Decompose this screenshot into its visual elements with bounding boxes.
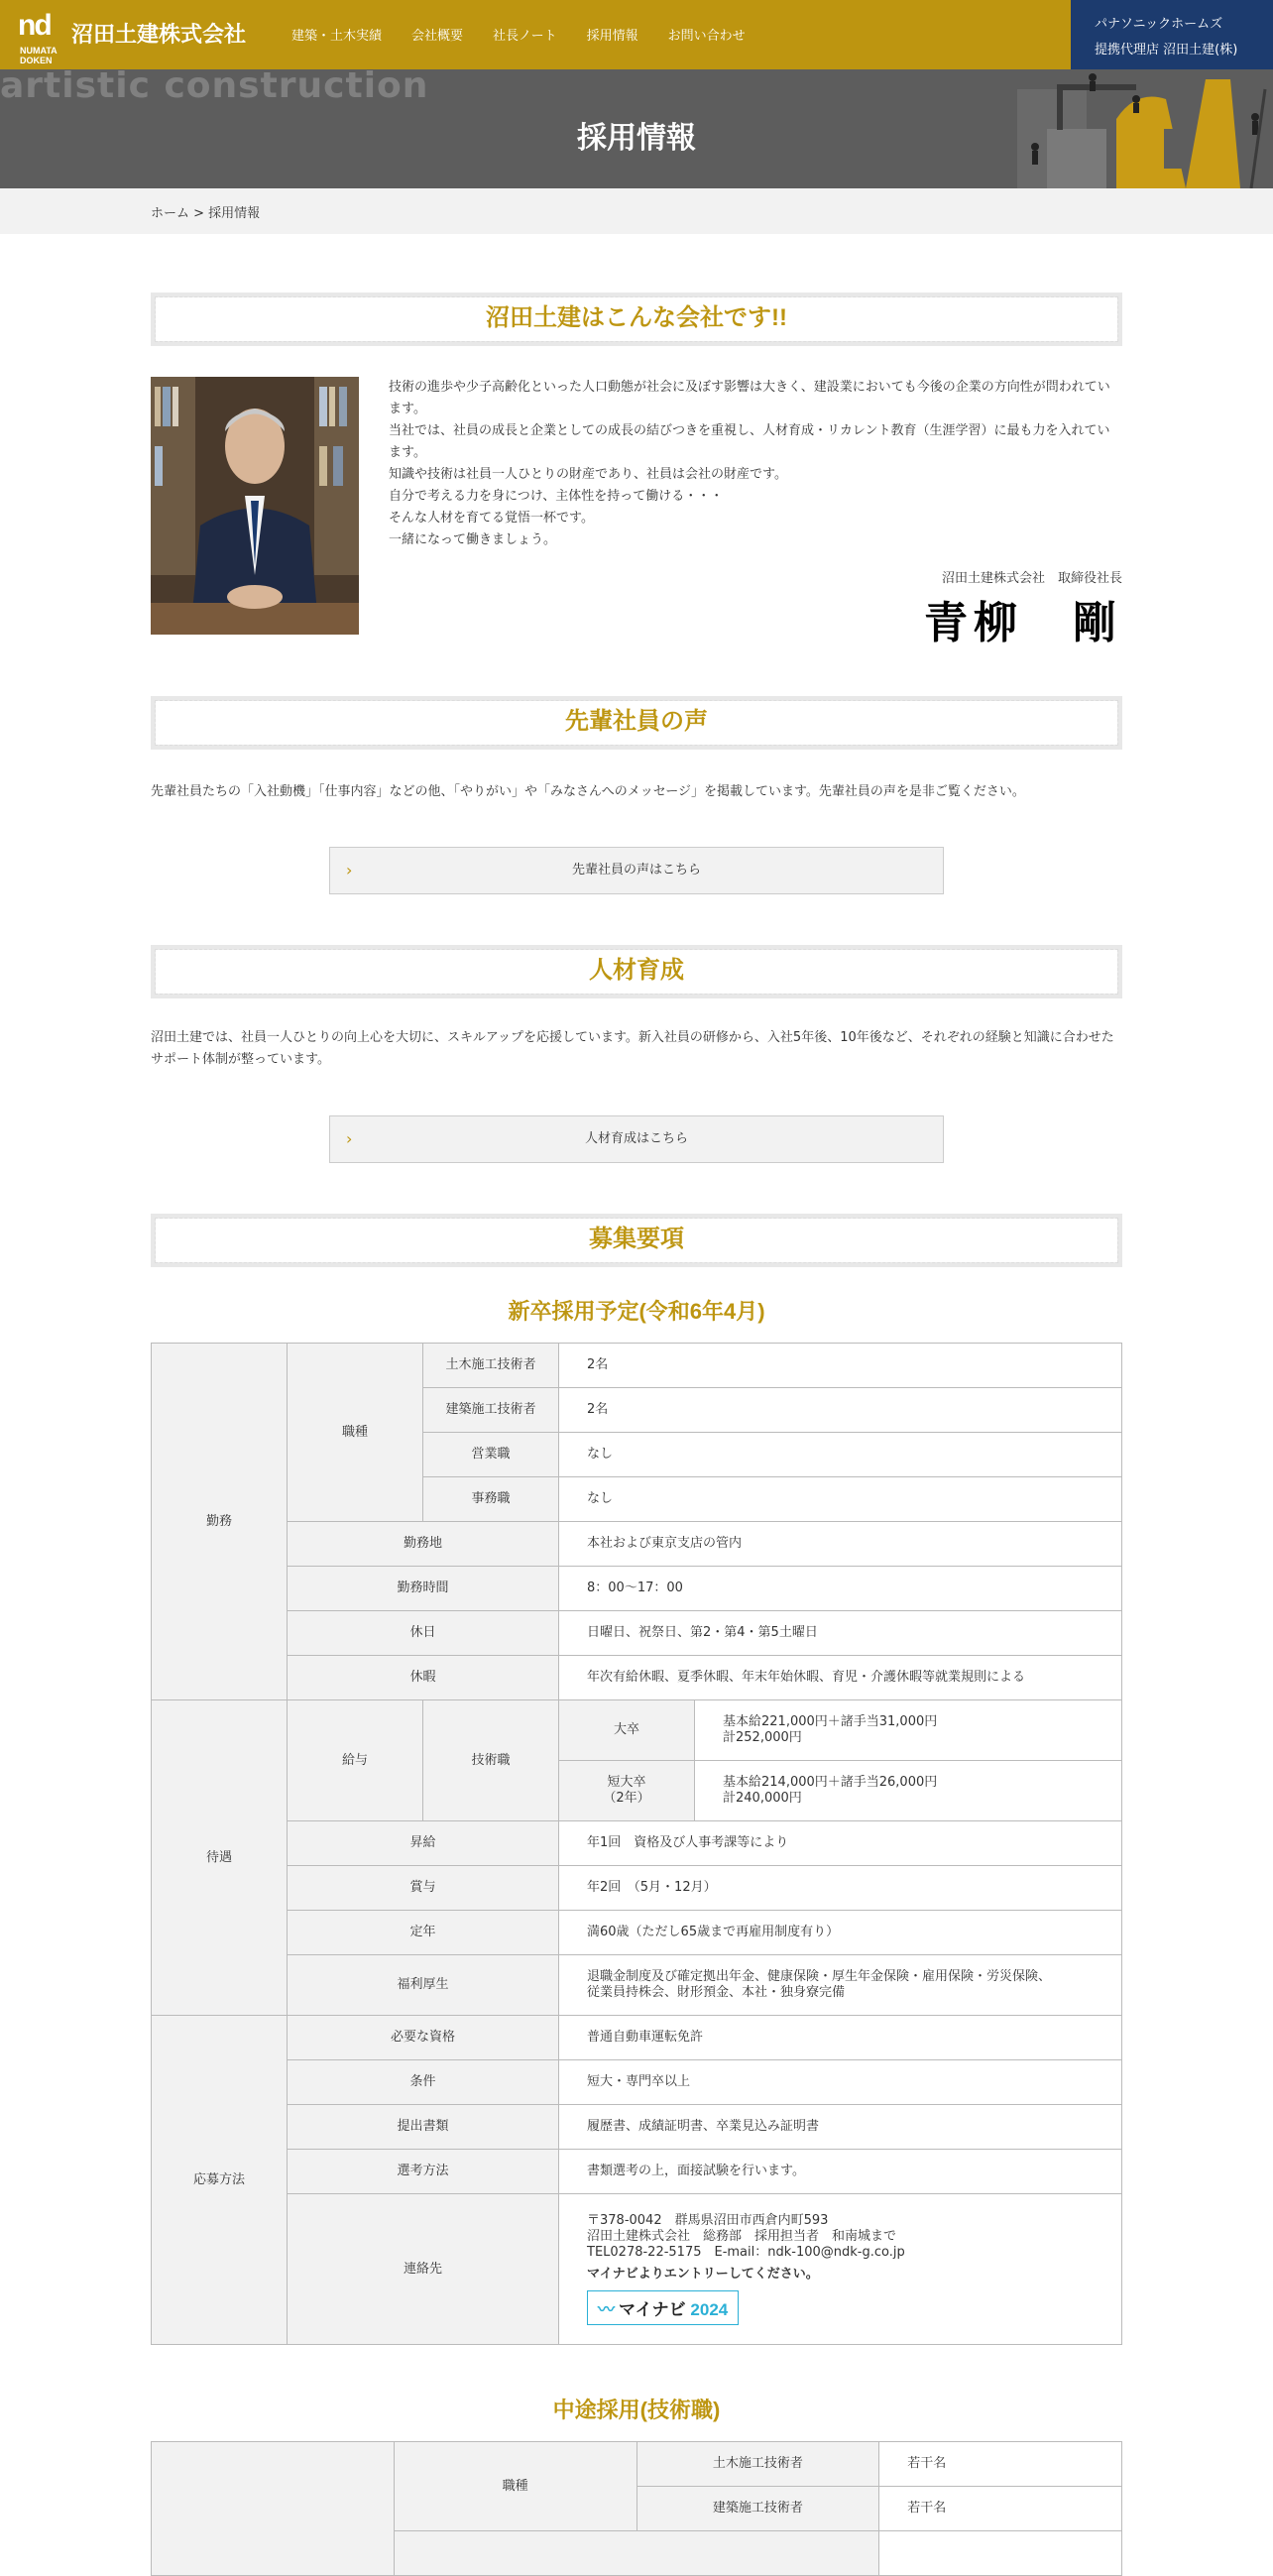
mynavi-banner[interactable]: [587, 2290, 739, 2325]
main-nav: [291, 25, 746, 44]
job-name: 建築施工技術者: [423, 1388, 559, 1433]
section-title-training: 人材育成: [151, 945, 1122, 998]
message-line: 当社では、社員の成長と企業としての成長の結びつきを重視し、人材育成・リカレント教育（生涯学習）に最も力を入れています。: [389, 423, 1110, 460]
new-grad-table: [151, 1343, 1122, 2345]
message-line: そんな人材を育てる覚悟一杯です。: [389, 511, 594, 526]
job-name: 事務職: [423, 1477, 559, 1522]
senpai-text: 先輩社員たちの「入社動機」「仕事内容」などの他、「やりがい」や「みなさんへのメッセージ」を掲載しています。先輩社員の声を是非ご覧ください。: [151, 784, 1025, 799]
row-label: 休日: [288, 1611, 559, 1656]
row-value: 満60歳（ただし65歳まで再雇用制度有り）: [559, 1911, 1122, 1955]
row-label: 選考方法: [288, 2150, 559, 2194]
row-label: [394, 2531, 879, 2576]
row-label: 定年: [288, 1911, 559, 1955]
section-title-recruit: 募集要項: [151, 1214, 1122, 1267]
row-header-work: 勤務: [152, 1344, 288, 1700]
row-label: 勤務地: [288, 1522, 559, 1567]
signature-title: 沼田土建株式会社 取締役社長: [941, 571, 1122, 586]
mid-career-title: 中途採用(技術職): [552, 2398, 721, 2422]
contact-dept: 沼田土建株式会社 総務部 採用担当者 和南城まで: [587, 2229, 897, 2244]
edu-junior-college: [559, 1761, 695, 1821]
message-line: 知識や技術は社員一人ひとりの財産であり、社員は会社の財産です。: [389, 467, 787, 482]
row-header-apply: 応募方法: [152, 2016, 288, 2345]
nav-item-works[interactable]: 建築・土木実績: [291, 29, 383, 44]
row-value: 履歴書、成績証明書、卒業見込み証明書: [559, 2105, 1122, 2150]
mynavi-logo-icon: 〰: [598, 2300, 615, 2319]
logo-mark: nd: [18, 9, 51, 42]
row-header-treatment: 待遇: [152, 1700, 288, 2016]
mynavi-year: 2024: [690, 2300, 729, 2319]
job-count: 2名: [559, 1388, 1122, 1433]
page-hero: [0, 69, 1273, 188]
row-label: 勤務時間: [288, 1567, 559, 1611]
job-name: 土木施工技術者: [423, 1344, 559, 1388]
row-value: 書類選考の上，面接試験を行います。: [559, 2150, 1122, 2194]
job-count: 若干名: [879, 2487, 1122, 2531]
section-title-senpai: 先輩社員の声: [151, 696, 1122, 750]
row-value: 年2回 （5月・12月）: [559, 1866, 1122, 1911]
president-photo: [151, 377, 359, 635]
row-value: [879, 2531, 1122, 2576]
logo-subtext: NUMATA DOKEN: [20, 46, 58, 65]
row-label-contact: 連絡先: [288, 2194, 559, 2345]
chevron-right-icon: ›: [346, 1129, 353, 1148]
job-name: 土木施工技術者: [636, 2442, 879, 2487]
job-count: 若干名: [879, 2442, 1122, 2487]
row-value: 短大・専門卒以上: [559, 2060, 1122, 2105]
senpai-button[interactable]: [329, 847, 944, 894]
senpai-button-label: 先輩社員の声はこちら: [571, 863, 701, 878]
panasonic-homes-link[interactable]: [1071, 0, 1273, 69]
construction-illustration: [1017, 69, 1273, 188]
nav-item-contact[interactable]: お問い合わせ: [667, 29, 746, 44]
row-value: 年1回 資格及び人事考課等により: [559, 1821, 1122, 1866]
breadcrumb[interactable]: ホーム > 採用情報: [0, 188, 1273, 234]
row-header-salary: 給与: [288, 1700, 423, 1821]
row-value: 本社および東京支店の管内: [559, 1522, 1122, 1567]
company-name[interactable]: 沼田土建株式会社: [71, 22, 247, 47]
row-label: 条件: [288, 2060, 559, 2105]
nav-item-about[interactable]: 会社概要: [411, 29, 464, 44]
mynavi-label: マイナビ: [619, 2300, 686, 2319]
jc-pay-2: 計240,000円: [723, 1791, 802, 1806]
jc-sub: （2年）: [603, 1791, 650, 1806]
training-text: 沼田土建では、社員一人ひとりの向上心を大切に、スキルアップを応援しています。新入社員の研修から、入社5年後、10年後など、それぞれの経験と知識に合わせたサポート体制が整っています。: [151, 1030, 1114, 1067]
message-line: 一緒になって働きましょう。: [389, 532, 557, 547]
jc-pay: [695, 1761, 1122, 1821]
job-count: なし: [559, 1477, 1122, 1522]
row-label: 休暇: [288, 1656, 559, 1700]
row-label: 提出書類: [288, 2105, 559, 2150]
panasonic-line-1: パナソニックホームズ: [1095, 17, 1223, 32]
nav-item-recruit[interactable]: 採用情報: [586, 29, 638, 44]
row-value: 8：00～17：00: [559, 1567, 1122, 1611]
job-count: 2名: [559, 1344, 1122, 1388]
univ-pay: [695, 1700, 1122, 1761]
job-count: なし: [559, 1433, 1122, 1477]
row-value: 日曜日、祝祭日、第2・第4・第5土曜日: [559, 1611, 1122, 1656]
training-button-label: 人材育成はこちら: [584, 1131, 688, 1146]
row-header-job-type: 職種: [394, 2442, 636, 2531]
contact-value: [559, 2194, 1122, 2345]
welfare-value: [559, 1955, 1122, 2016]
training-button[interactable]: [329, 1115, 944, 1163]
row-label: 賞与: [288, 1866, 559, 1911]
row-label: 必要な資格: [288, 2016, 559, 2060]
row-label: 昇給: [288, 1821, 559, 1866]
contact-address: 〒378-0042 群馬県沼田市西倉内町593: [587, 2213, 829, 2228]
message-line: 自分で考える力を身につけ、主体性を持って働ける・・・: [389, 489, 724, 504]
nav-item-president-note[interactable]: 社長ノート: [493, 29, 557, 44]
univ-pay-1: 基本給221,000円＋諸手当31,000円: [723, 1714, 938, 1729]
company-logo[interactable]: [18, 6, 65, 65]
jc-pay-1: 基本給214,000円＋諸手当26,000円: [723, 1775, 938, 1790]
contact-tel-email[interactable]: TEL0278-22-5175 E-mail：ndk-100@ndk-g.co.jp: [587, 2245, 905, 2260]
row-header-work: [152, 2442, 395, 2576]
edu-univ: 大卒: [559, 1700, 695, 1761]
jc-label: 短大卒: [607, 1775, 646, 1790]
univ-pay-2: 計252,000円: [723, 1730, 802, 1745]
row-value: 普通自動車運転免許: [559, 2016, 1122, 2060]
panasonic-line-2: 提携代理店 沼田土建(株): [1095, 43, 1238, 58]
welfare-line-1: 退職金制度及び確定拠出年金、健康保険・厚生年金保険・雇用保険・労災保険、: [587, 1969, 1052, 1984]
chevron-right-icon: ›: [346, 861, 353, 879]
job-name: 営業職: [423, 1433, 559, 1477]
new-grad-title: 新卒採用予定(令和6年4月): [508, 1299, 765, 1324]
president-message: [389, 377, 1122, 551]
contact-entry-note: マイナビよりエントリーしてください。: [587, 2267, 819, 2282]
signature-name: 青柳 剛: [924, 598, 1122, 648]
message-line: 技術の進歩や少子高齢化といった人口動態が社会に及ぼす影響は大きく、建設業においても今後の企業の方向性が問われています。: [389, 380, 1110, 416]
mid-career-table: [151, 2441, 1122, 2576]
hero-bg-text: artistic construction: [0, 69, 429, 106]
row-header-job-type: 職種: [288, 1344, 423, 1522]
row-header-tech: 技術職: [423, 1700, 559, 1821]
job-name: 建築施工技術者: [636, 2487, 879, 2531]
section-title-about: 沼田土建はこんな会社です!!: [151, 293, 1122, 346]
site-header: [0, 0, 1273, 69]
row-label-welfare: 福利厚生: [288, 1955, 559, 2016]
page-title: 採用情報: [577, 122, 696, 155]
welfare-line-2: 従業員持株会、財形預金、本社・独身寮完備: [587, 1985, 846, 2000]
row-value: 年次有給休暇、夏季休暇、年末年始休暇、育児・介護休暇等就業規則による: [559, 1656, 1122, 1700]
